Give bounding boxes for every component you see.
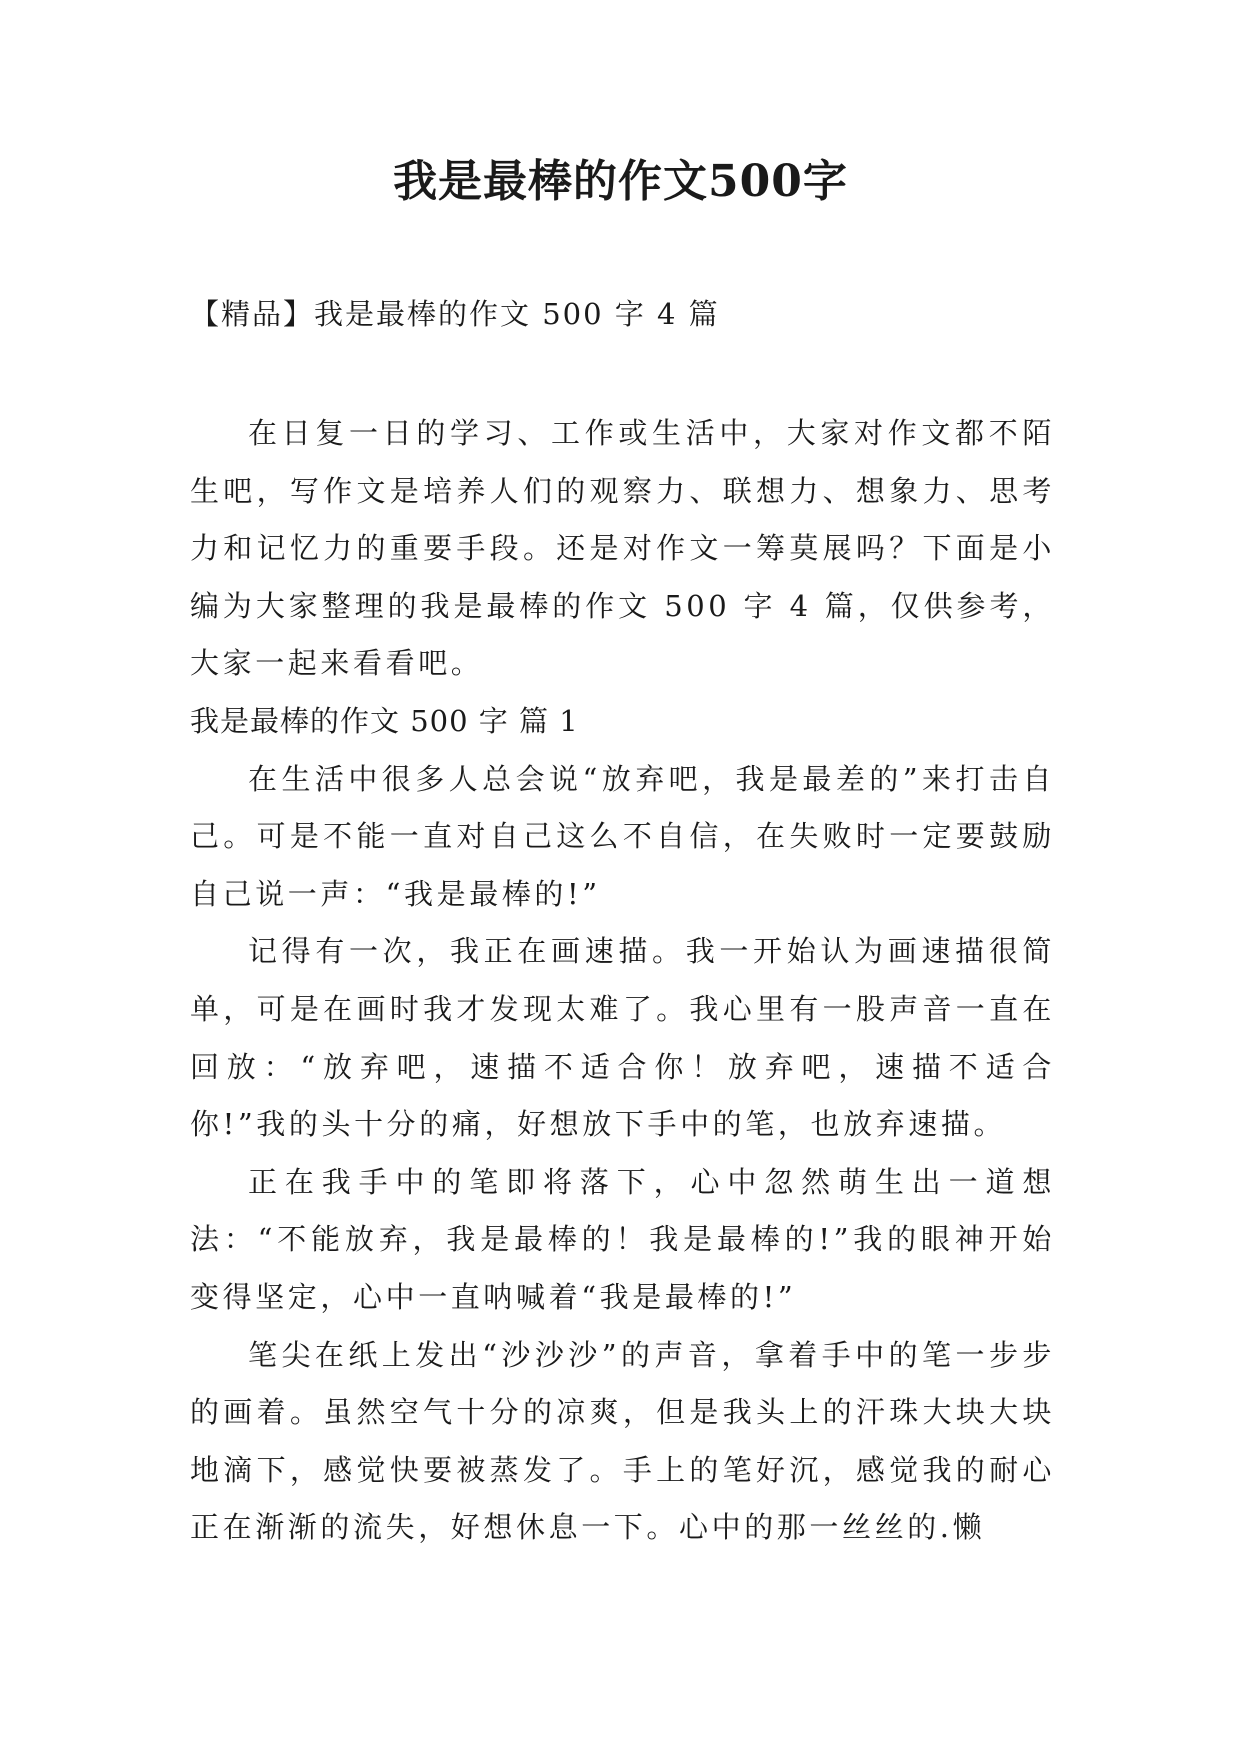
body-paragraph: 正在我手中的笔即将落下，心中忽然萌生出一道想法：“不能放弃，我是最棒的！我是最棒的!”我的眼神开始变得坚定，心中一直呐喊着“我是最棒的!”: [190, 1164, 1055, 1314]
document-body: [190, 405, 1055, 1557]
body-paragraph: 笔尖在纸上发出“沙沙沙”的声音，拿着手中的笔一步步的画着。虽然空气十分的凉爽，但是我头上的汗珠大块大块地滴下，感觉快要被蒸发了。手上的笔好沉，感觉我的耐心正在渐渐的流失，好想休息一下。心中的那一丝丝的.懒: [190, 1337, 1055, 1545]
body-paragraph: 在生活中很多人总会说“放弃吧，我是最差的”来打击自己。可是不能一直对自己这么不自信，在失败时一定要鼓励自己说一声：“我是最棒的!”: [190, 761, 1055, 911]
section-heading: 我是最棒的作文 500 字 篇 1: [190, 703, 579, 738]
body-paragraph: 记得有一次，我正在画速描。我一开始认为画速描很简单，可是在画时我才发现太难了。我心里有一股声音一直在回放：“放弃吧，速描不适合你！放弃吧，速描不适合你!”我的头十分的痛，好想放下手中的笔，也放弃速描。: [190, 934, 1055, 1142]
intro-paragraph: 在日复一日的学习、工作或生活中，大家对作文都不陌生吧，写作文是培养人们的观察力、联想力、想象力、思考力和记忆力的重要手段。还是对作文一筹莫展吗？下面是小编为大家整理的我是最棒的作文 500 字 4 篇，仅供参考，大家一起来看看吧。: [190, 416, 1055, 681]
document-subtitle: 【精品】我是最棒的作文 500 字 4 篇: [190, 297, 720, 331]
document-title: 我是最棒的作文500字: [393, 156, 848, 207]
